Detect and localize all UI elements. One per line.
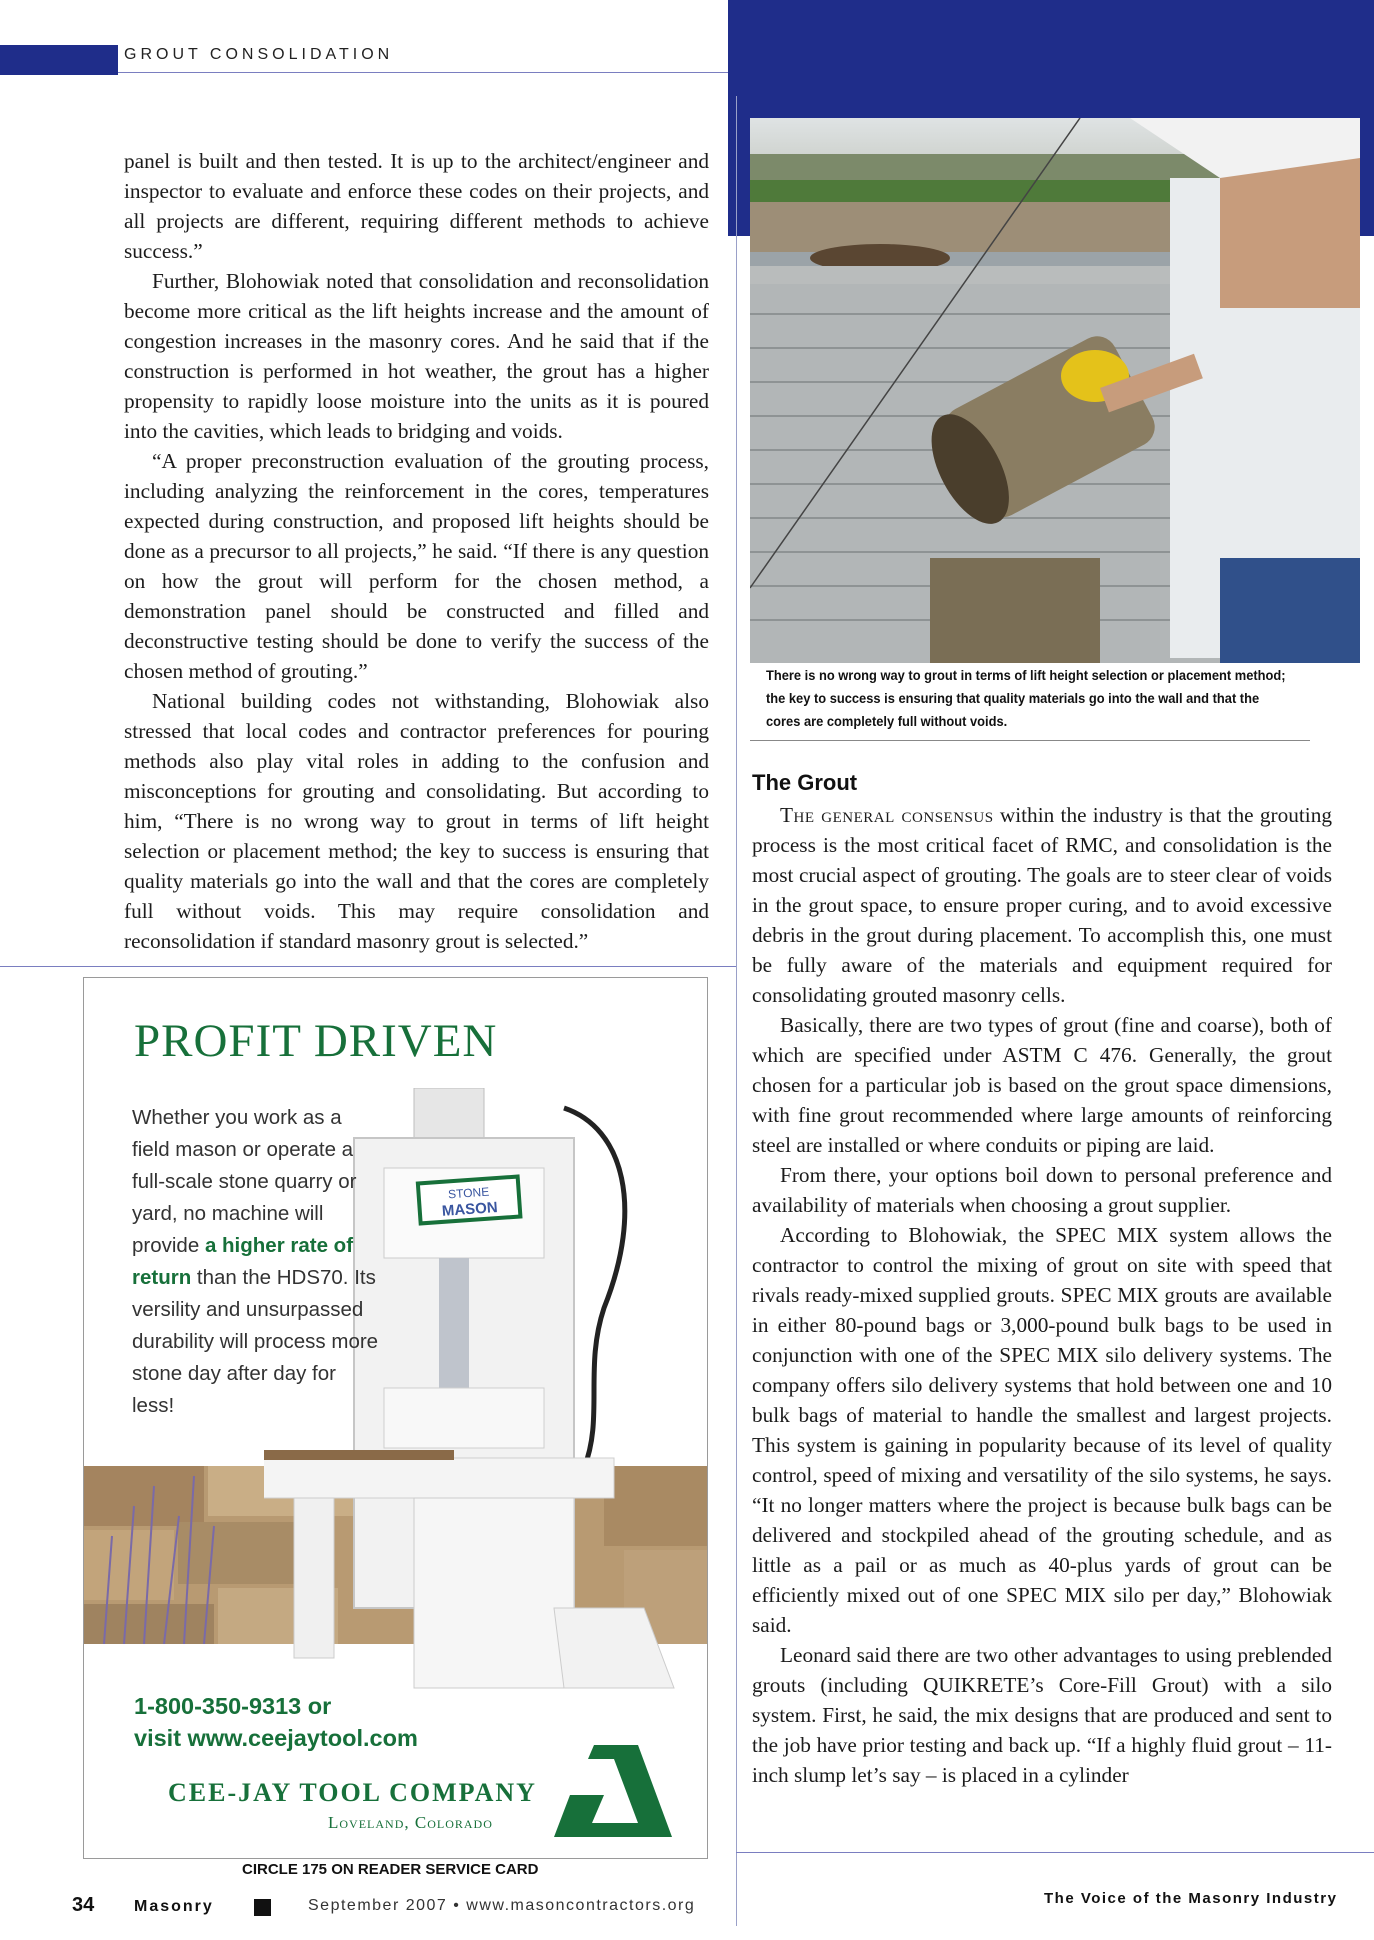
section-title: GROUT CONSOLIDATION [124, 46, 394, 63]
ceejay-logo-icon [552, 1743, 672, 1839]
ad-company-city: Loveland, Colorado [328, 1813, 493, 1832]
photo-caption: There is no wrong way to grout in terms of lift height selection or placement method; the key to success is ensuring that quality materials go into the wall and that the cores are completely full without voids. [766, 667, 1286, 729]
ad-body-post: than the HDS70. Its versility and unsurpassed durability will process more stone day after day for less! [132, 1266, 379, 1417]
paragraph: Basically, there are two types of grout (fine and coarse), both of which are specified under ASTM C 476. Generally, the grout chosen for a particular job is based on the grout space dimensions, with fine grout recommended where large amounts of reinforcing steel are installed or where conduits or piping are laid. [752, 1013, 1332, 1157]
footer-tagline: The Voice of the Masonry Industry [1044, 1890, 1338, 1907]
lead-in: The general consensus [780, 803, 994, 827]
ad-title: PROFIT DRIVEN [134, 1015, 498, 1067]
ad-web-link[interactable]: visit www.ceejaytool.com [134, 1725, 418, 1751]
paragraph: Leonard said there are two other advantages to using preblended grouts (including QUIKRETE’s Core-Fill Grout) with a silo system. First, he said, the mix designs that are produced and sent to the job have prior testing and back up. “If a highly fluid grout – 11-inch slump let’s say – is placed in a cylinder [752, 1643, 1332, 1787]
machine-badge-line2: MASON [441, 1199, 499, 1220]
section-heading: The Grout [752, 770, 858, 795]
magazine-name: Masonry [134, 1898, 214, 1915]
ad-phone-line: 1-800-350-9313 or [134, 1693, 332, 1719]
paragraph: National building codes not withstanding, Blohowiak also stressed that local codes and contractor preferences for pouring methods also play vital roles in adding to the confusion and misconceptions for grouting and consolidating. But according to him, “There is no wrong way to grout in terms of lift height selection or placement method; the key to success is ensuring that quality materials go into the wall and that the cores are completely full without voids. This may require consolidation and reconsolidation if standard masonry grout is selected.” [124, 689, 709, 953]
paragraph: “A proper preconstruction evaluation of the grouting process, including analyzing the reinforcement in the cores, temperatures expected during construction, and proposed lift heights should be done as a precursor to all projects,” he said. “If there is any question on how the grout will perform for the chosen method, a demonstration panel should be constructed and filled and deconstructive testing should be done to verify the success of the chosen method of grouting.” [124, 449, 709, 683]
header-rule [118, 72, 728, 73]
header-color-bar [0, 45, 118, 75]
left-column-rule [0, 966, 736, 967]
page-number: 34 [72, 1894, 95, 1916]
paragraph: panel is built and then tested. It is up to the architect/engineer and inspector to evaluate and enforce these codes on their projects, and all projects are different, requiring different methods to achieve success.” [124, 149, 709, 263]
ad-company-name: CEE-JAY TOOL COMPANY [168, 1778, 537, 1807]
paragraph: Further, Blohowiak noted that consolidation and reconsolidation become more critical as the lift heights increase and the amount of congestion increases in the masonry cores. And he said that if the construction is performed in hot weather, the grout has a higher propensity to rapidly loose moisture into the units as it is poured into the cavities, which leads to bridging and voids. [124, 269, 709, 443]
paragraph: According to Blohowiak, the SPEC MIX system allows the contractor to control the mixing of grout on site with speed that rivals ready-mixed supplied grouts. SPEC MIX grouts are available in either 80-pound bags or 3,000-pound bulk bags to be used in conjunction with one of the SPEC MIX silo delivery systems. The company offers silo delivery systems that hold between one and 10 bulk bags of material to handle the smallest and largest projects. This system is gaining in popularity because of its level of quality control, speed of mixing and versatility of the silo systems, he says. “It no longer matters where the project is because bulk bags can be delivered and stockpiled ahead of the grouting schedule, and as little as a pail or as much as 40-plus yards of grout can be efficiently mixed out of one SPEC MIX silo per day,” Blohowiak said. [752, 1223, 1332, 1637]
right-column-text [752, 800, 1332, 1790]
column-divider [736, 96, 737, 1926]
lead-paragraph-text: within the industry is that the grouting process is the most critical facet of RMC, and consolidation is the most crucial aspect of grouting. The goals are to steer clear of voids in the grout space, to ensure proper curing, and to avoid excessive debris in the grout during placement. To accomplish this, one must be fully aware of the materials and equipment required for consolidating grouted masonry cells. [752, 803, 1332, 1007]
paragraph: From there, your options boil down to personal preference and availability of materials when choosing a grout supplier. [752, 1163, 1332, 1217]
left-column-text [124, 146, 709, 956]
footer-square [254, 1899, 271, 1916]
machine-badge-line1: STONE [447, 1184, 490, 1202]
reader-service-note: CIRCLE 175 ON READER SERVICE CARD [242, 1861, 539, 1878]
photo-illustration [750, 118, 1360, 663]
caption-rule [750, 740, 1310, 741]
right-column-rule [736, 1852, 1374, 1853]
ad-contact [134, 1690, 418, 1754]
grout-pouring-photo [750, 118, 1360, 663]
ad-body-highlight: a higher rate of return [132, 1234, 354, 1289]
advertisement [83, 977, 708, 1859]
ad-body-text [132, 1102, 380, 1422]
footer-date-url: September 2007 • www.masoncontractors.org [308, 1897, 696, 1914]
ad-body-pre: Whether you work as a field mason or operate a full-scale stone quarry or yard, no machine will provide [132, 1106, 357, 1257]
paragraph [752, 800, 1332, 1010]
